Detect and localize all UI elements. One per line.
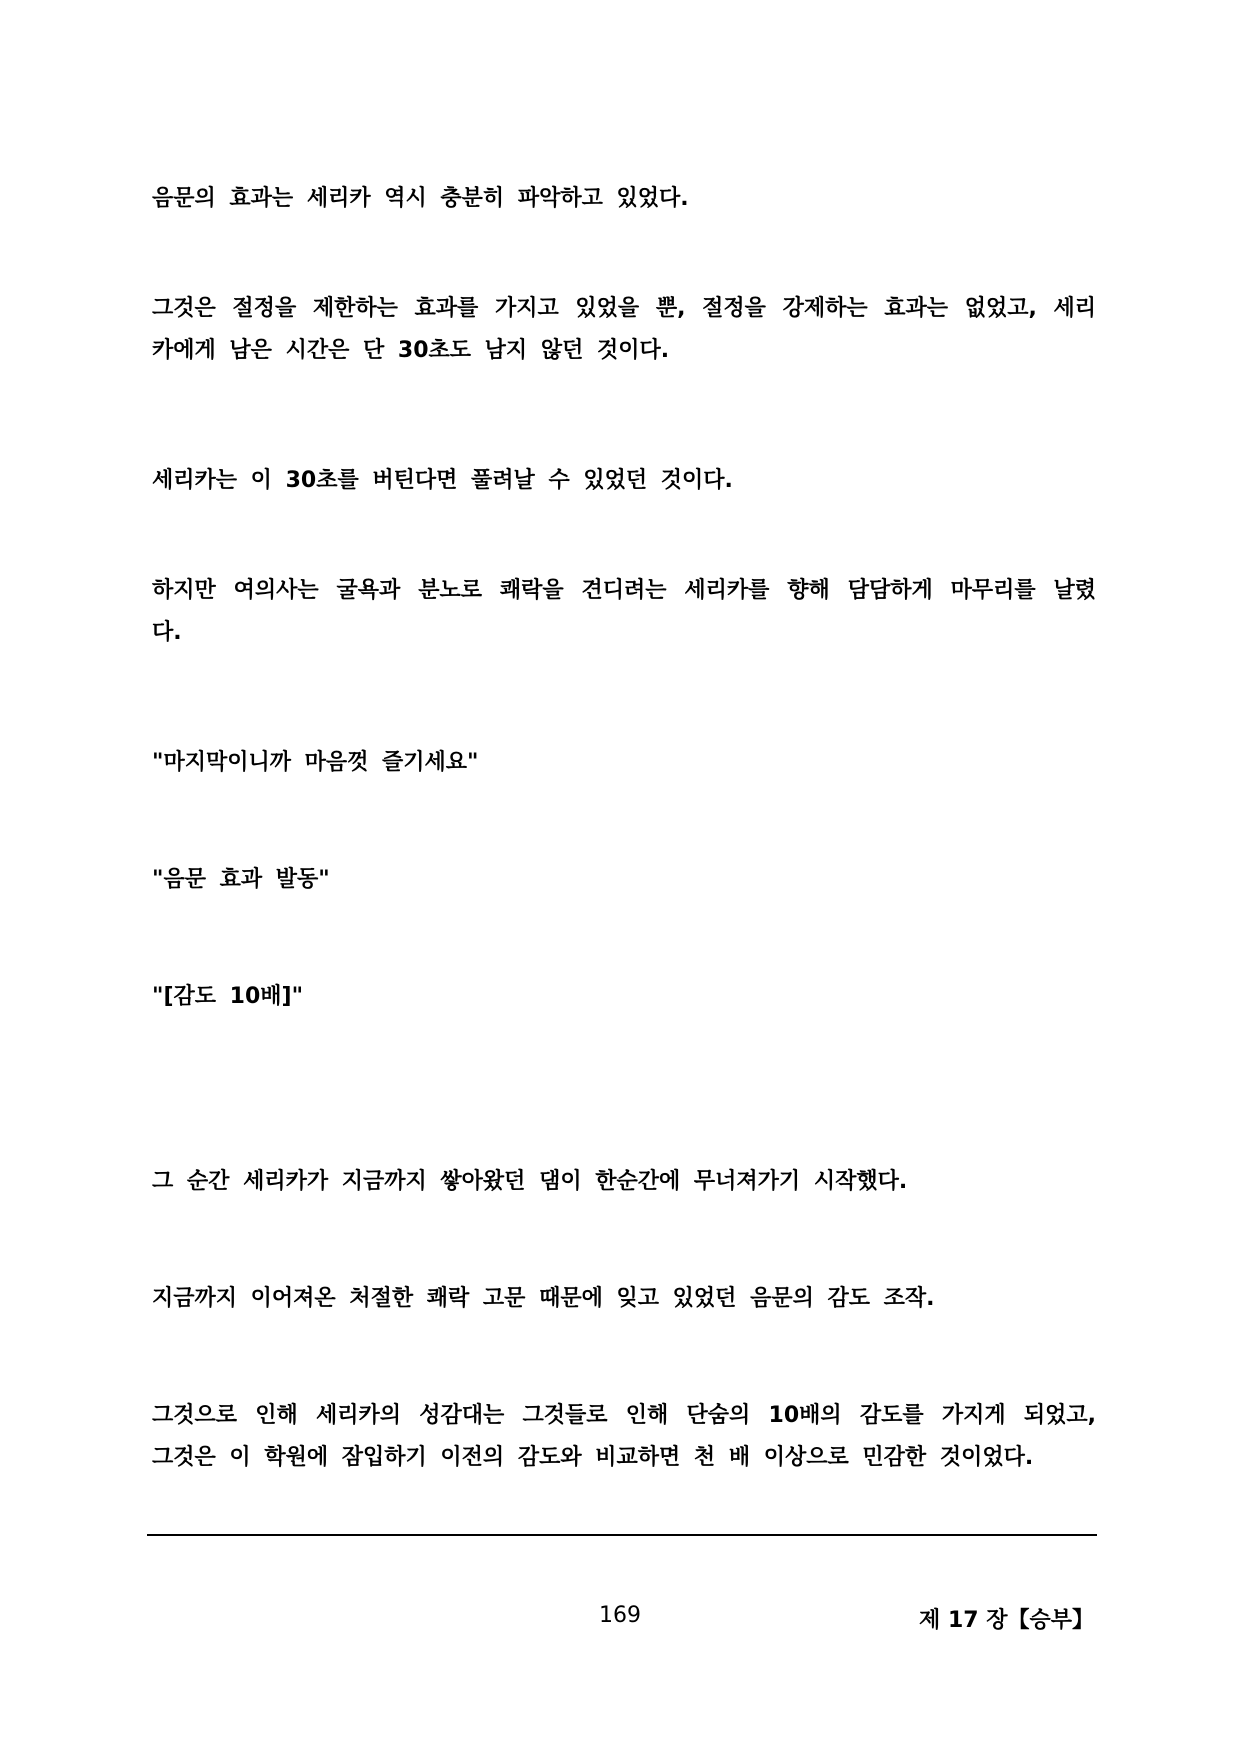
paragraph-4 [152,570,1096,654]
paragraph-7 [152,1395,1096,1479]
paragraph-6 [152,1278,1096,1320]
text-line: 하지만 여의사는 굴욕과 분노로 쾌락을 견디려는 세리카를 향해 담담하게 마무리를 날렸 [152,578,1096,603]
text-line: 카에게 남은 시간은 단 30초도 남지 않던 것이다. [152,338,670,363]
text-line: "[감도 10배]" [152,984,304,1009]
paragraph-3 [152,460,1096,502]
text-line: "음문 효과 발동" [152,867,330,892]
dialogue-3 [152,976,1096,1018]
dialogue-2 [152,859,1096,901]
text-line: 그것은 절정을 제한하는 효과를 가지고 있었을 뿐, 절정을 강제하는 효과는 없었고, 세리 [152,296,1096,321]
text-line: "마지막이니까 마음껏 즐기세요" [152,750,479,775]
text-line: 음문의 효과는 세리카 역시 충분히 파악하고 있었다. [152,186,689,211]
chapter-title: 제 17 장【승부】 [919,1608,1094,1633]
paragraph-2 [152,288,1096,372]
text-line: 세리카는 이 30초를 버틴다면 풀려날 수 있었던 것이다. [152,468,733,493]
paragraph-1 [152,178,1096,220]
footer-divider [147,1534,1097,1536]
dialogue-1 [152,742,1096,784]
text-line: 그 순간 세리카가 지금까지 쌓아왔던 댐이 한순간에 무너져가기 시작했다. [152,1169,908,1194]
page-number: 169 [599,1603,641,1628]
text-line: 그것으로 인해 세리카의 성감대는 그것들로 인해 단숨의 10배의 감도를 가지게 되었고, [152,1403,1096,1428]
text-line: 그것은 이 학원에 잠입하기 이전의 감도와 비교하면 천 배 이상으로 민감한 것이었다. [152,1445,1034,1470]
text-line: 다. [152,620,182,645]
paragraph-5 [152,1161,1096,1203]
text-line: 지금까지 이어져온 처절한 쾌락 고문 때문에 잊고 있었던 음문의 감도 조작. [152,1286,935,1311]
